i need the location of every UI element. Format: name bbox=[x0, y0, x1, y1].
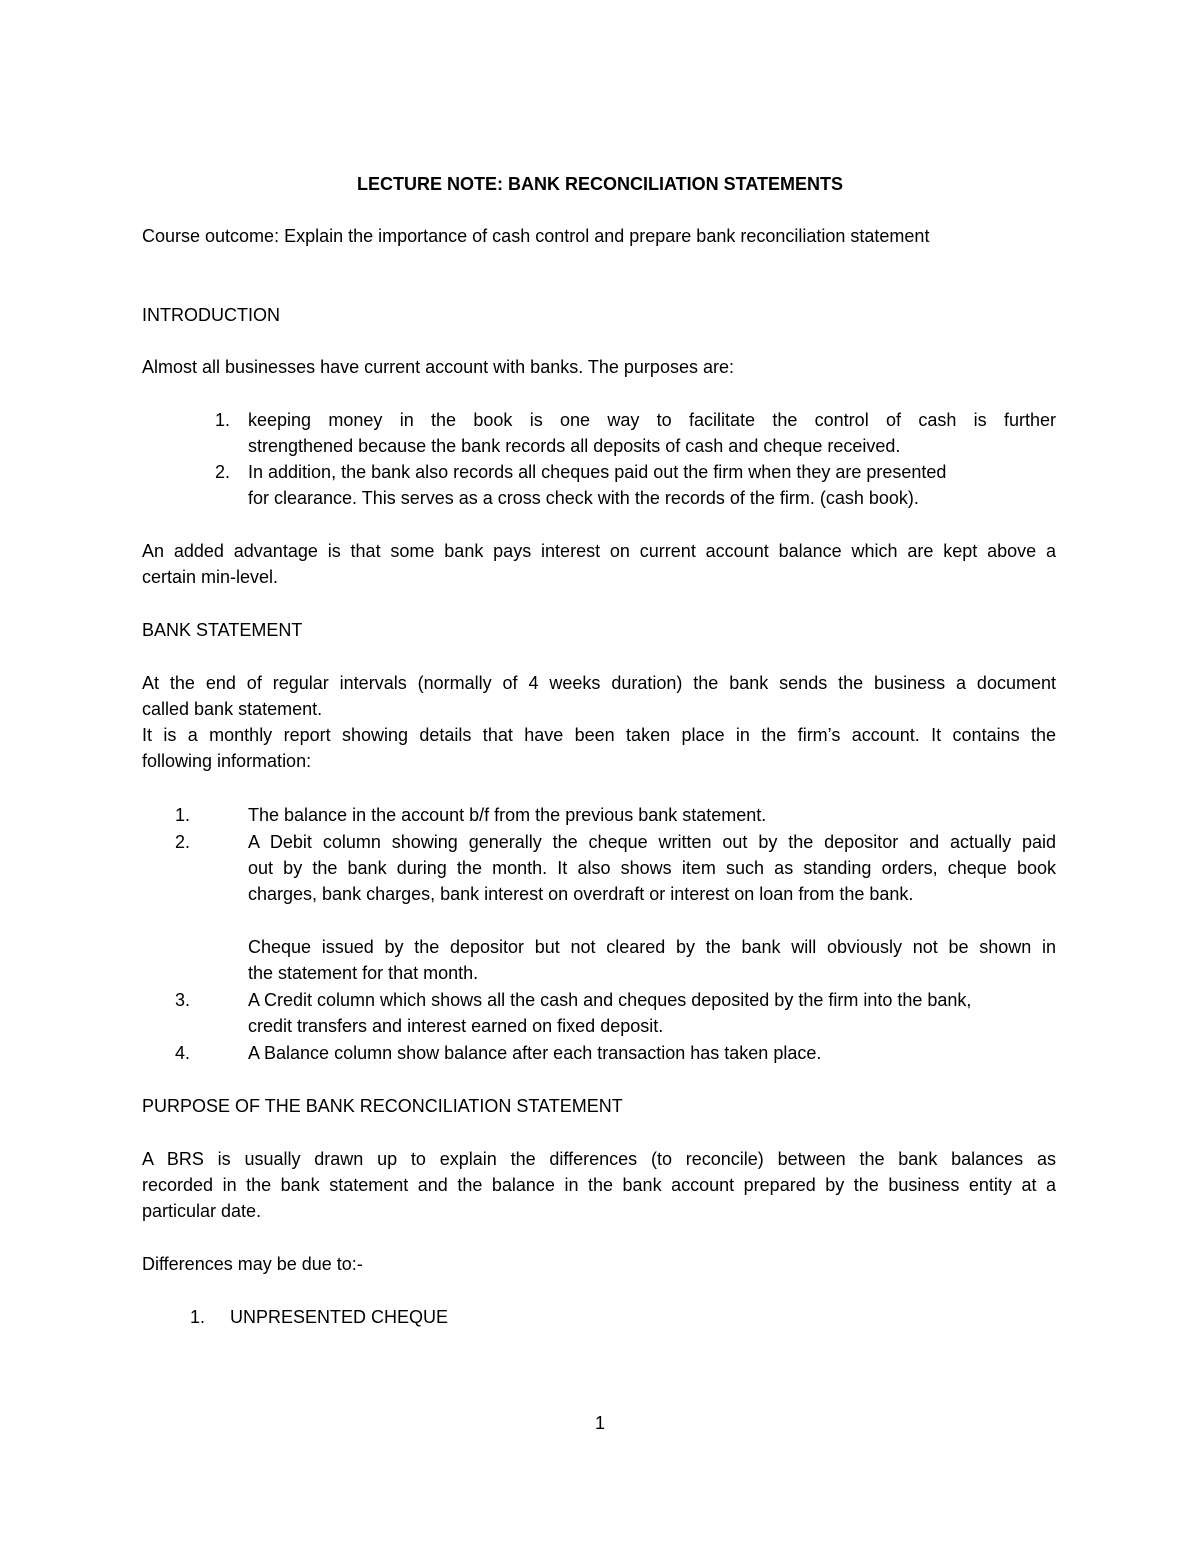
intro-item-1-line-2: strengthened because the bank records all deposits of cash and cheque received. bbox=[248, 436, 901, 456]
bank-statement-para1-line-1: At the end of regular intervals (normally of 4 weeks duration) the bank sends the business a document bbox=[142, 673, 1056, 693]
purpose-heading: PURPOSE OF THE BANK RECONCILIATION STATEMENT bbox=[142, 1096, 623, 1116]
advantage-line-1: An added advantage is that some bank pays interest on current account balance which are kept above a bbox=[142, 541, 1056, 561]
purpose-para-line-3: particular date. bbox=[142, 1201, 262, 1221]
bs-item-3-line-2: credit transfers and interest earned on fixed deposit. bbox=[248, 1016, 664, 1036]
intro-item-2-number: 2. bbox=[215, 462, 231, 482]
difference-item-1-number: 1. bbox=[190, 1307, 206, 1327]
advantage-line-2: certain min-level. bbox=[142, 567, 279, 587]
course-outcome: Course outcome: Explain the importance of cash control and prepare bank reconciliation statement bbox=[142, 226, 930, 246]
intro-item-1-line-1: keeping money in the book is one way to facilitate the control of cash is further bbox=[248, 410, 1056, 430]
bank-statement-para2-line-2: following information: bbox=[142, 751, 312, 771]
bs-item-2-line-1: A Debit column showing generally the cheque written out by the depositor and actually paid bbox=[248, 832, 1056, 852]
bank-statement-para2-line-1: It is a monthly report showing details that have been taken place in the firm’s account. It contains the bbox=[142, 725, 1056, 745]
bs-item-2-number: 2. bbox=[175, 832, 191, 852]
introduction-heading: INTRODUCTION bbox=[142, 305, 280, 325]
bs-item-3-number: 3. bbox=[175, 990, 191, 1010]
page-number: 1 bbox=[594, 1413, 605, 1433]
bs-item-4-line-1: A Balance column show balance after each transaction has taken place. bbox=[248, 1043, 822, 1063]
purpose-para-line-1: A BRS is usually drawn up to explain the differences (to reconcile) between the bank balances as bbox=[142, 1149, 1056, 1169]
bs-item-2-line-3: charges, bank charges, bank interest on overdraft or interest on loan from the bank. bbox=[248, 884, 914, 904]
bank-statement-para1-line-2: called bank statement. bbox=[142, 699, 323, 719]
intro-item-2-line-1: In addition, the bank also records all cheques paid out the firm when they are presented bbox=[248, 462, 947, 482]
document-title: LECTURE NOTE: BANK RECONCILIATION STATEMENTS bbox=[357, 174, 843, 194]
bank-statement-heading: BANK STATEMENT bbox=[142, 620, 303, 640]
difference-item-1-label: UNPRESENTED CHEQUE bbox=[230, 1307, 449, 1327]
differences-lead: Differences may be due to:- bbox=[142, 1254, 363, 1274]
bs-item-2-extra-line-1: Cheque issued by the depositor but not cleared by the bank will obviously not be shown in bbox=[248, 937, 1056, 957]
bs-item-1-number: 1. bbox=[175, 805, 191, 825]
bs-item-2-line-2: out by the bank during the month. It also shows item such as standing orders, cheque book bbox=[248, 858, 1056, 878]
intro-item-1-number: 1. bbox=[215, 410, 231, 430]
purpose-para-line-2: recorded in the bank statement and the balance in the bank account prepared by the business entity at a bbox=[142, 1175, 1056, 1195]
bs-item-2-extra-line-2: the statement for that month. bbox=[248, 963, 479, 983]
bs-item-1-line-1: The balance in the account b/f from the previous bank statement. bbox=[248, 805, 767, 825]
intro-item-2-line-2: for clearance. This serves as a cross check with the records of the firm. (cash book). bbox=[248, 488, 919, 508]
bs-item-3-line-1: A Credit column which shows all the cash and cheques deposited by the firm into the bank, bbox=[248, 990, 972, 1010]
bs-item-4-number: 4. bbox=[175, 1043, 191, 1063]
introduction-lead: Almost all businesses have current account with banks. The purposes are: bbox=[142, 357, 734, 377]
